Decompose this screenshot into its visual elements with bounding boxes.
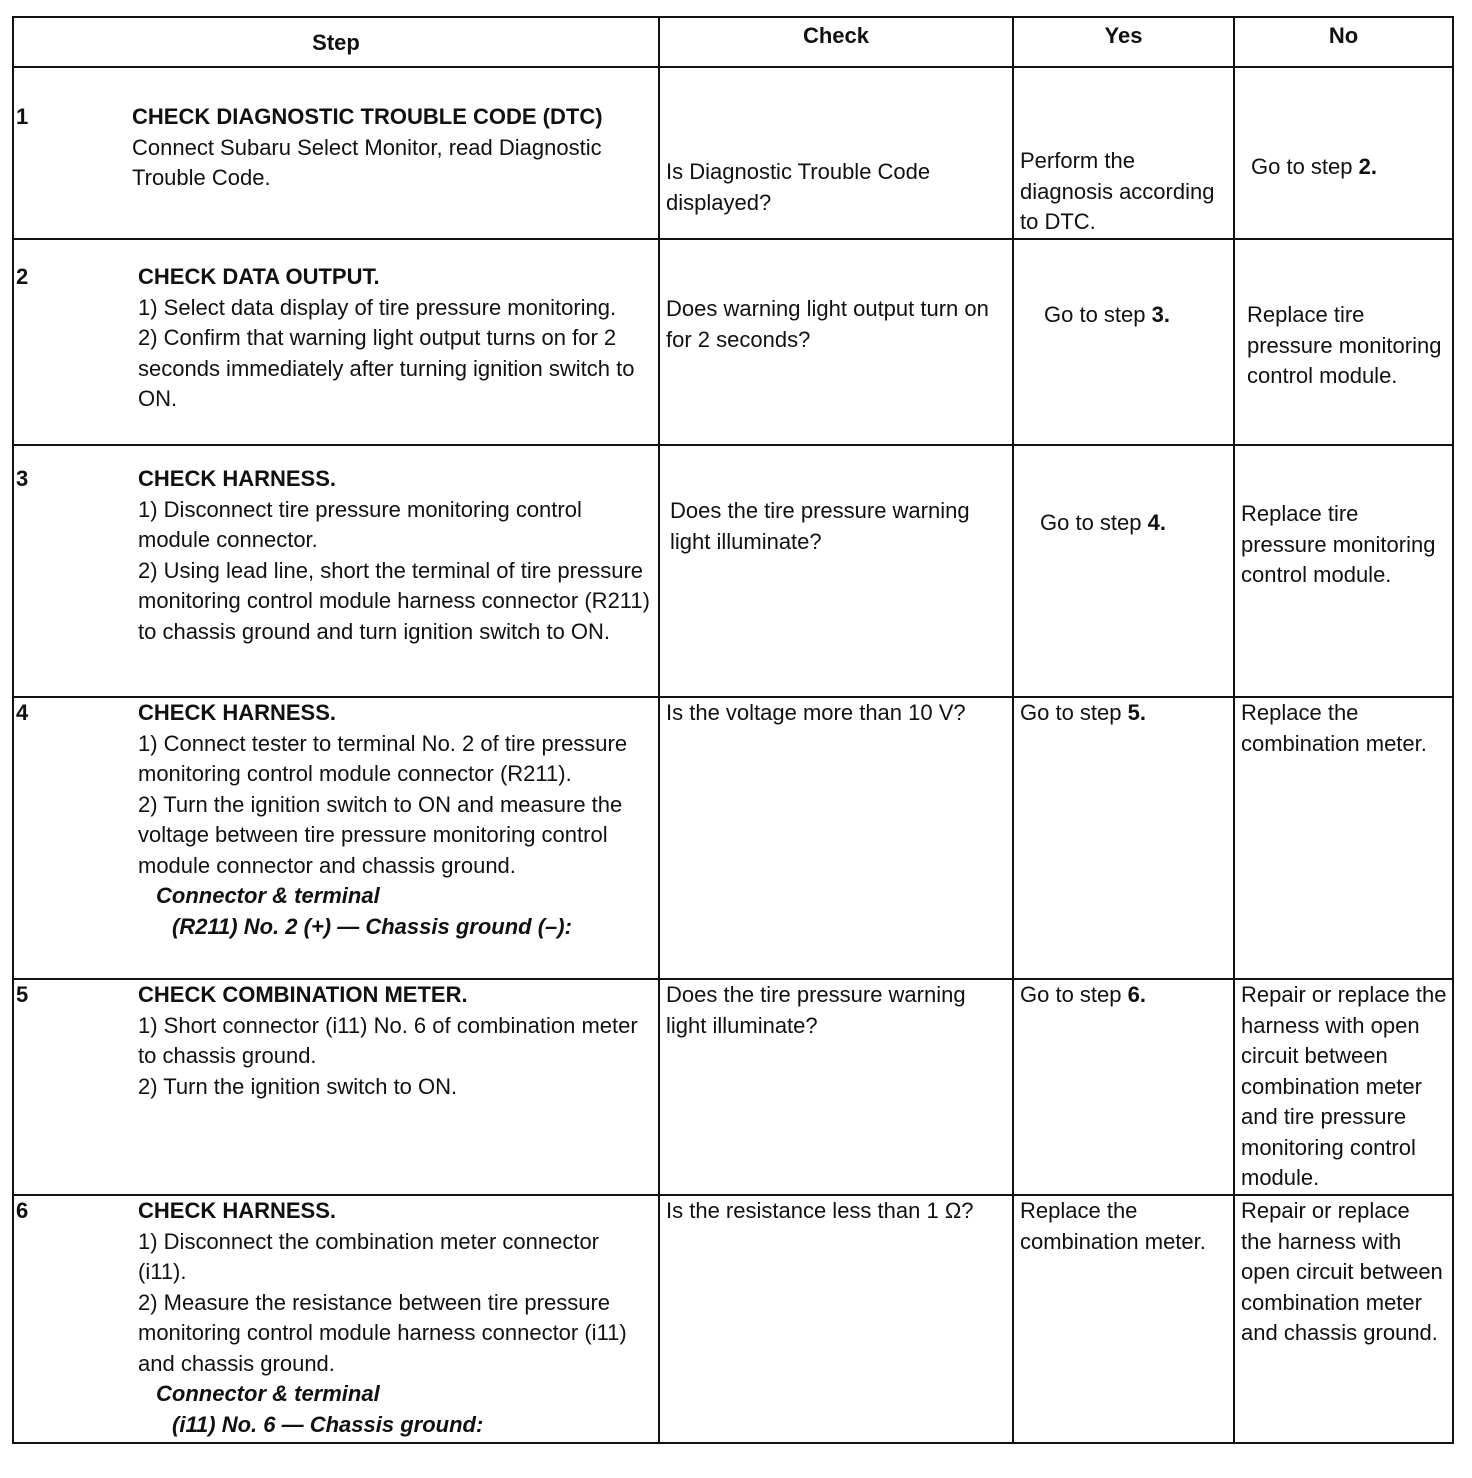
header-check-cell	[660, 18, 1014, 66]
yes-text: Go to step 4.	[1040, 510, 1166, 535]
check-cell	[660, 446, 1014, 696]
step-instruction: 2) Turn the ignition switch to ON and measure the voltage between tire pressure monitoring control module connector and chassis ground.	[138, 791, 623, 878]
step-title: CHECK DIAGNOSTIC TROUBLE CODE (DTC)	[132, 104, 603, 129]
step-number: 3	[16, 466, 29, 491]
check-cell	[660, 980, 1014, 1194]
check-text: Is the voltage more than 10 V?	[666, 700, 966, 725]
step-title: CHECK DATA OUTPUT.	[138, 264, 380, 289]
header-yes: Yes	[1104, 23, 1143, 48]
no-text: Replace tire pressure monitoring control module.	[1241, 501, 1436, 587]
table-row	[14, 68, 1452, 240]
table-row	[14, 240, 1452, 446]
yes-text: Perform the diagnosis according to DTC.	[1020, 148, 1215, 234]
step-number: 1	[16, 104, 29, 129]
step-reference: 4.	[1147, 510, 1166, 535]
header-yes-cell	[1014, 18, 1235, 66]
check-text: Is Diagnostic Trouble Code displayed?	[666, 159, 931, 215]
header-check: Check	[802, 23, 870, 48]
step-cell	[14, 446, 660, 696]
table-header	[14, 18, 1452, 68]
step-number: 5	[16, 982, 29, 1007]
no-text: Replace tire pressure monitoring control module.	[1247, 302, 1442, 388]
step-reference: 2.	[1358, 154, 1377, 179]
check-text: Does the tire pressure warning light illuminate?	[670, 498, 970, 554]
connector-terminal-title: Connector & terminal	[156, 1381, 380, 1406]
step-instruction: 2) Using lead line, short the terminal of tire pressure monitoring control module harness connector (R211) to chassis ground and turn ignition switch to ON.	[138, 557, 650, 644]
step-instruction: 1) Short connector (i11) No. 6 of combination meter to chassis ground.	[138, 1012, 638, 1068]
step-instruction: 1) Select data display of tire pressure monitoring.	[138, 294, 617, 320]
check-text: Is the resistance less than 1 Ω?	[666, 1198, 974, 1223]
check-cell	[660, 68, 1014, 238]
step-title: CHECK HARNESS.	[138, 466, 337, 491]
table-row	[14, 980, 1452, 1196]
step-reference: 3.	[1151, 302, 1170, 327]
check-cell	[660, 240, 1014, 444]
table-row	[14, 446, 1452, 698]
step-instruction: 2) Measure the resistance between tire pressure monitoring control module harness connector (i11) and chassis ground.	[138, 1289, 627, 1376]
step-number: 2	[16, 264, 29, 289]
yes-text: Go to step 3.	[1044, 302, 1170, 327]
yes-text: Go to step 6.	[1020, 982, 1146, 1007]
connector-terminal-title: Connector & terminal	[156, 883, 380, 908]
check-text: Does the tire pressure warning light illuminate?	[666, 982, 966, 1038]
step-number: 4	[16, 700, 29, 725]
no-cell	[1235, 68, 1452, 238]
step-reference: 6.	[1127, 982, 1146, 1007]
table-row	[14, 1196, 1452, 1442]
step-instruction: 2) Turn the ignition switch to ON.	[138, 1073, 458, 1099]
step-title: CHECK COMBINATION METER.	[138, 982, 468, 1007]
step-cell	[14, 240, 660, 444]
table-row	[14, 698, 1452, 980]
step-instruction: 1) Connect tester to terminal No. 2 of tire pressure monitoring control module connector (R211).	[138, 730, 628, 786]
yes-cell	[1014, 698, 1235, 978]
no-cell	[1235, 698, 1452, 978]
step-reference: 5.	[1127, 700, 1146, 725]
no-text: Replace the combination meter.	[1241, 700, 1427, 756]
step-cell	[14, 1196, 660, 1442]
no-text: Go to step 2.	[1251, 154, 1377, 179]
connector-terminal-spec: (R211) No. 2 (+) — Chassis ground (–):	[172, 913, 572, 939]
step-instruction: 1) Disconnect tire pressure monitoring control module connector.	[138, 496, 582, 552]
check-cell	[660, 1196, 1014, 1442]
step-cell	[14, 698, 660, 978]
step-instruction: 1) Disconnect the combination meter connector (i11).	[138, 1228, 600, 1284]
yes-text: Go to step 5.	[1020, 700, 1146, 725]
step-title: CHECK HARNESS.	[138, 700, 337, 725]
header-no-cell	[1235, 18, 1452, 66]
no-text: Repair or replace the harness with open circuit between combination meter and tire pressure monitoring control module.	[1241, 982, 1447, 1190]
no-cell	[1235, 1196, 1452, 1442]
no-text: Repair or replace the harness with open circuit between combination meter and chassis ground.	[1241, 1198, 1443, 1345]
check-cell	[660, 698, 1014, 978]
yes-text: Replace the combination meter.	[1020, 1198, 1206, 1254]
step-title: CHECK HARNESS.	[138, 1198, 337, 1223]
check-text: Does warning light output turn on for 2 seconds?	[666, 296, 989, 352]
no-cell	[1235, 240, 1452, 444]
header-step-cell	[14, 18, 660, 66]
diagnostic-table	[12, 16, 1454, 1444]
no-cell	[1235, 980, 1452, 1194]
step-cell	[14, 68, 660, 238]
step-cell	[14, 980, 660, 1194]
step-number: 6	[16, 1198, 29, 1223]
step-instruction: 2) Confirm that warning light output turns on for 2 seconds immediately after turning ignition switch to ON.	[138, 325, 635, 411]
yes-cell	[1014, 68, 1235, 238]
header-no: No	[1328, 23, 1359, 48]
yes-cell	[1014, 446, 1235, 696]
yes-cell	[1014, 240, 1235, 444]
no-cell	[1235, 446, 1452, 696]
step-instruction: Connect Subaru Select Monitor, read Diagnostic Trouble Code.	[132, 134, 602, 190]
header-step: Step	[312, 30, 360, 55]
yes-cell	[1014, 980, 1235, 1194]
connector-terminal-spec: (i11) No. 6 — Chassis ground:	[172, 1411, 484, 1437]
yes-cell	[1014, 1196, 1235, 1442]
